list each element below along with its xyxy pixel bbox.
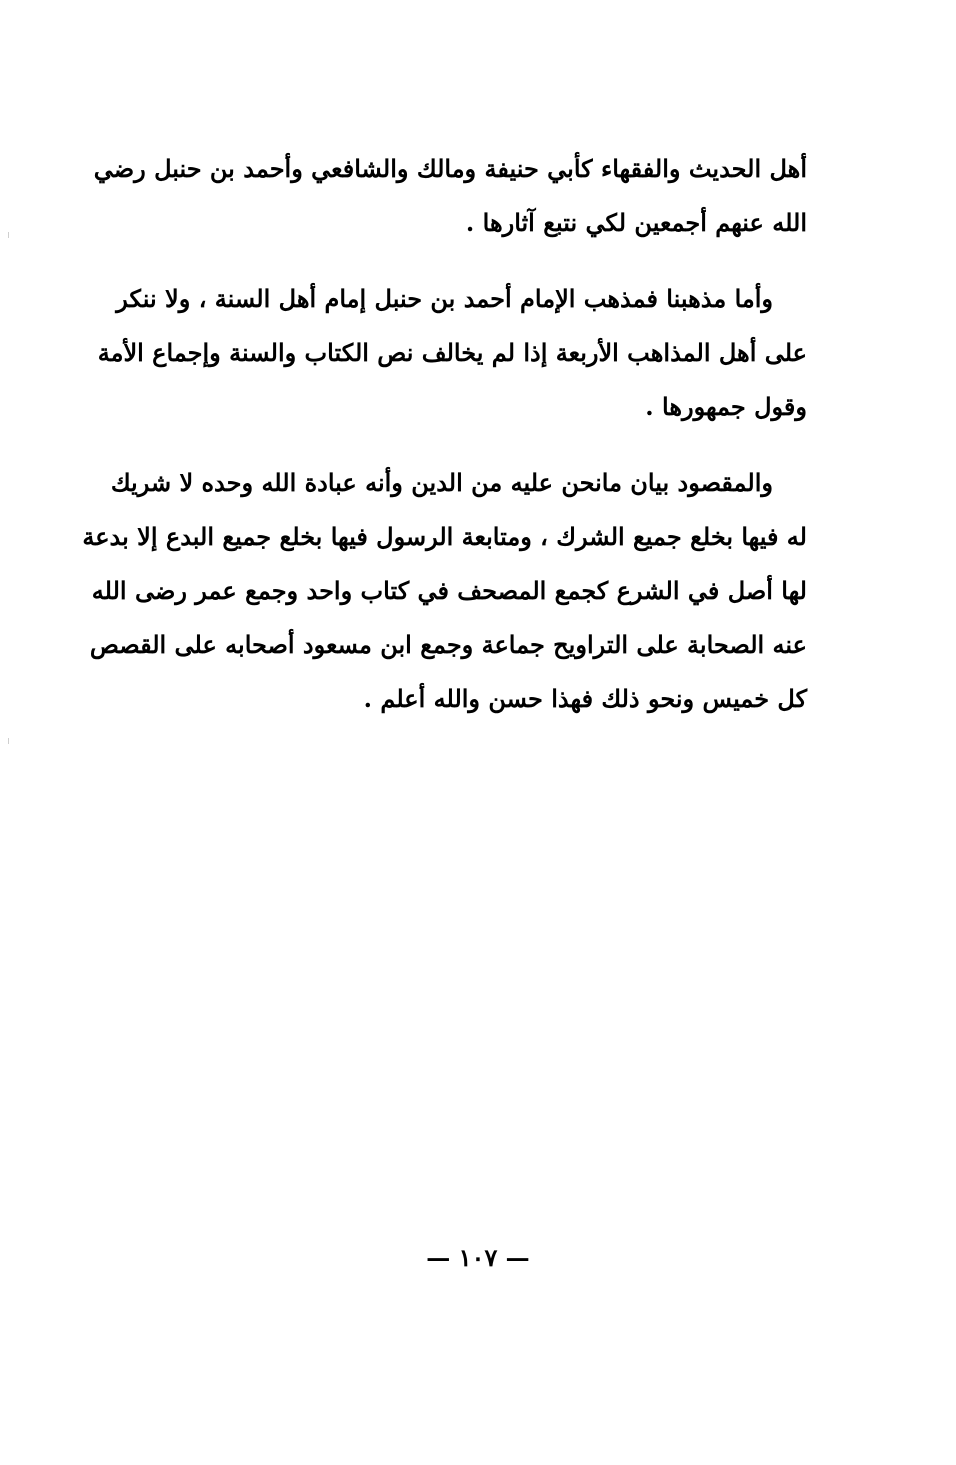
- margin-mark: [8, 232, 9, 238]
- text-line: وقول جمهورها .: [645, 392, 807, 421]
- text-line: على أهل المذاهب الأربعة إذا لم يخالف نص الكتاب والسنة وإجماع الأمة: [97, 338, 807, 367]
- paragraph-3: [82, 456, 807, 726]
- text-line: وأما مذهبنا فمذهب الإمام أحمد بن حنبل إمام أهل السنة ، ولا ننكر: [116, 284, 773, 313]
- text-line: كل خميس ونحو ذلك فهذا حسن والله أعلم .: [363, 684, 807, 713]
- page-number: — ١٠٧ —: [426, 1243, 530, 1272]
- text-line: أهل الحديث والفقهاء كأبي حنيفة ومالك والشافعي وأحمد بن حنبل رضي: [93, 154, 807, 183]
- paragraph-1: [93, 142, 807, 250]
- text-line: لها أصل في الشرع كجمع المصحف في كتاب واحد وجمع عمر رضى الله: [91, 576, 807, 605]
- text-line: له فيها بخلع جميع الشرك ، ومتابعة الرسول فيها بخلع جميع البدع إلا بدعة: [82, 522, 807, 551]
- text-line: والمقصود بيان مانحن عليه من الدين وأنه عبادة الله وحده لا شريك: [110, 468, 773, 497]
- text-line: الله عنهم أجمعين لكي نتبع آثارها .: [465, 208, 807, 237]
- body-text: [82, 142, 807, 726]
- text-line: عنه الصحابة على التراويح جماعة وجمع ابن مسعود أصحابه على القصص: [89, 630, 807, 659]
- margin-mark: [8, 738, 9, 744]
- paragraph-2: [97, 272, 807, 434]
